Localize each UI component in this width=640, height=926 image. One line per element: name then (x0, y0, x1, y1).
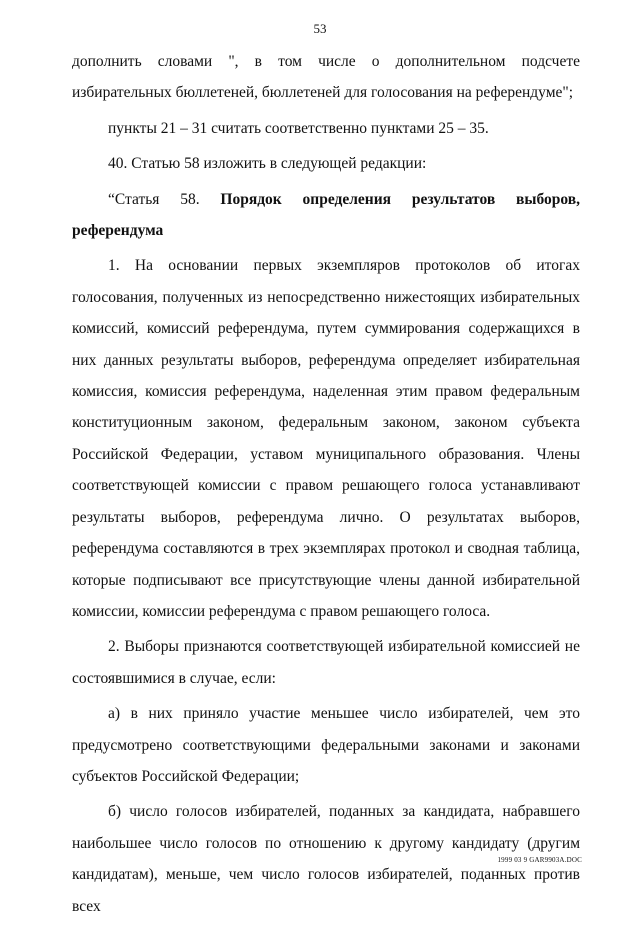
paragraph-1: дополнить словами ", в том числе о дополнительном подсчете избирательных бюллетеней, бюллетеней для голосования на референдуме"; (72, 53, 580, 102)
article-title: Порядок определения результатов выборов, референдума (72, 190, 580, 240)
paragraph-clause-2: 2. Выборы признаются соответствующей избирательной комиссией не состоявшимися в случае, если: (72, 638, 580, 687)
article-prefix: “Статья 58. (108, 190, 221, 208)
paragraph-clause-1: 1. На основании первых экземпляров протоколов об итогах голосования, полученных из непосредственно нижестоящих избирательных комиссий, комиссий референдума, путем суммирования содержащихся в них данных результаты выборов, референдума определяет избирательная комиссия, комиссия референдума, наделенная этим правом федеральным конституционным законом, федеральным законом, законом субъекта Российской Федерации, уставом муниципального образования. Члены соответствующей комиссии с правом решающего голоса устанавливают результаты выборов, референдума лично. О результатах выборов, референдума составляются в трех экземплярах протокол и сводная таблица, которые подписывают все присутствующие члены данной избирательной комиссии, комиссии референдума с правом решающего голоса. (72, 257, 580, 620)
paragraph-item-a: а) в них приняло участие меньшее число избирателей, чем это предусмотрено соответствующими федеральными законами и законами субъектов Российской Федерации; (72, 705, 580, 785)
paragraph-3: 40. Статью 58 изложить в следующей редакции: (108, 155, 427, 173)
paragraph-2: пункты 21 – 31 считать соответственно пунктами 25 – 35. (108, 119, 489, 137)
page-number: 53 (313, 21, 327, 36)
article-heading (72, 184, 580, 247)
footer-document-code: 1999 03 9 GAR9903A.DOC (497, 856, 582, 864)
document-body (72, 46, 580, 926)
paragraph-item-b: б) число голосов избирателей, поданных за кандидата, набравшего наибольшее число голосов по отношению к другому кандидату (другим кандидатам), меньше, чем число голосов избирателей, поданных против всех (72, 803, 580, 915)
